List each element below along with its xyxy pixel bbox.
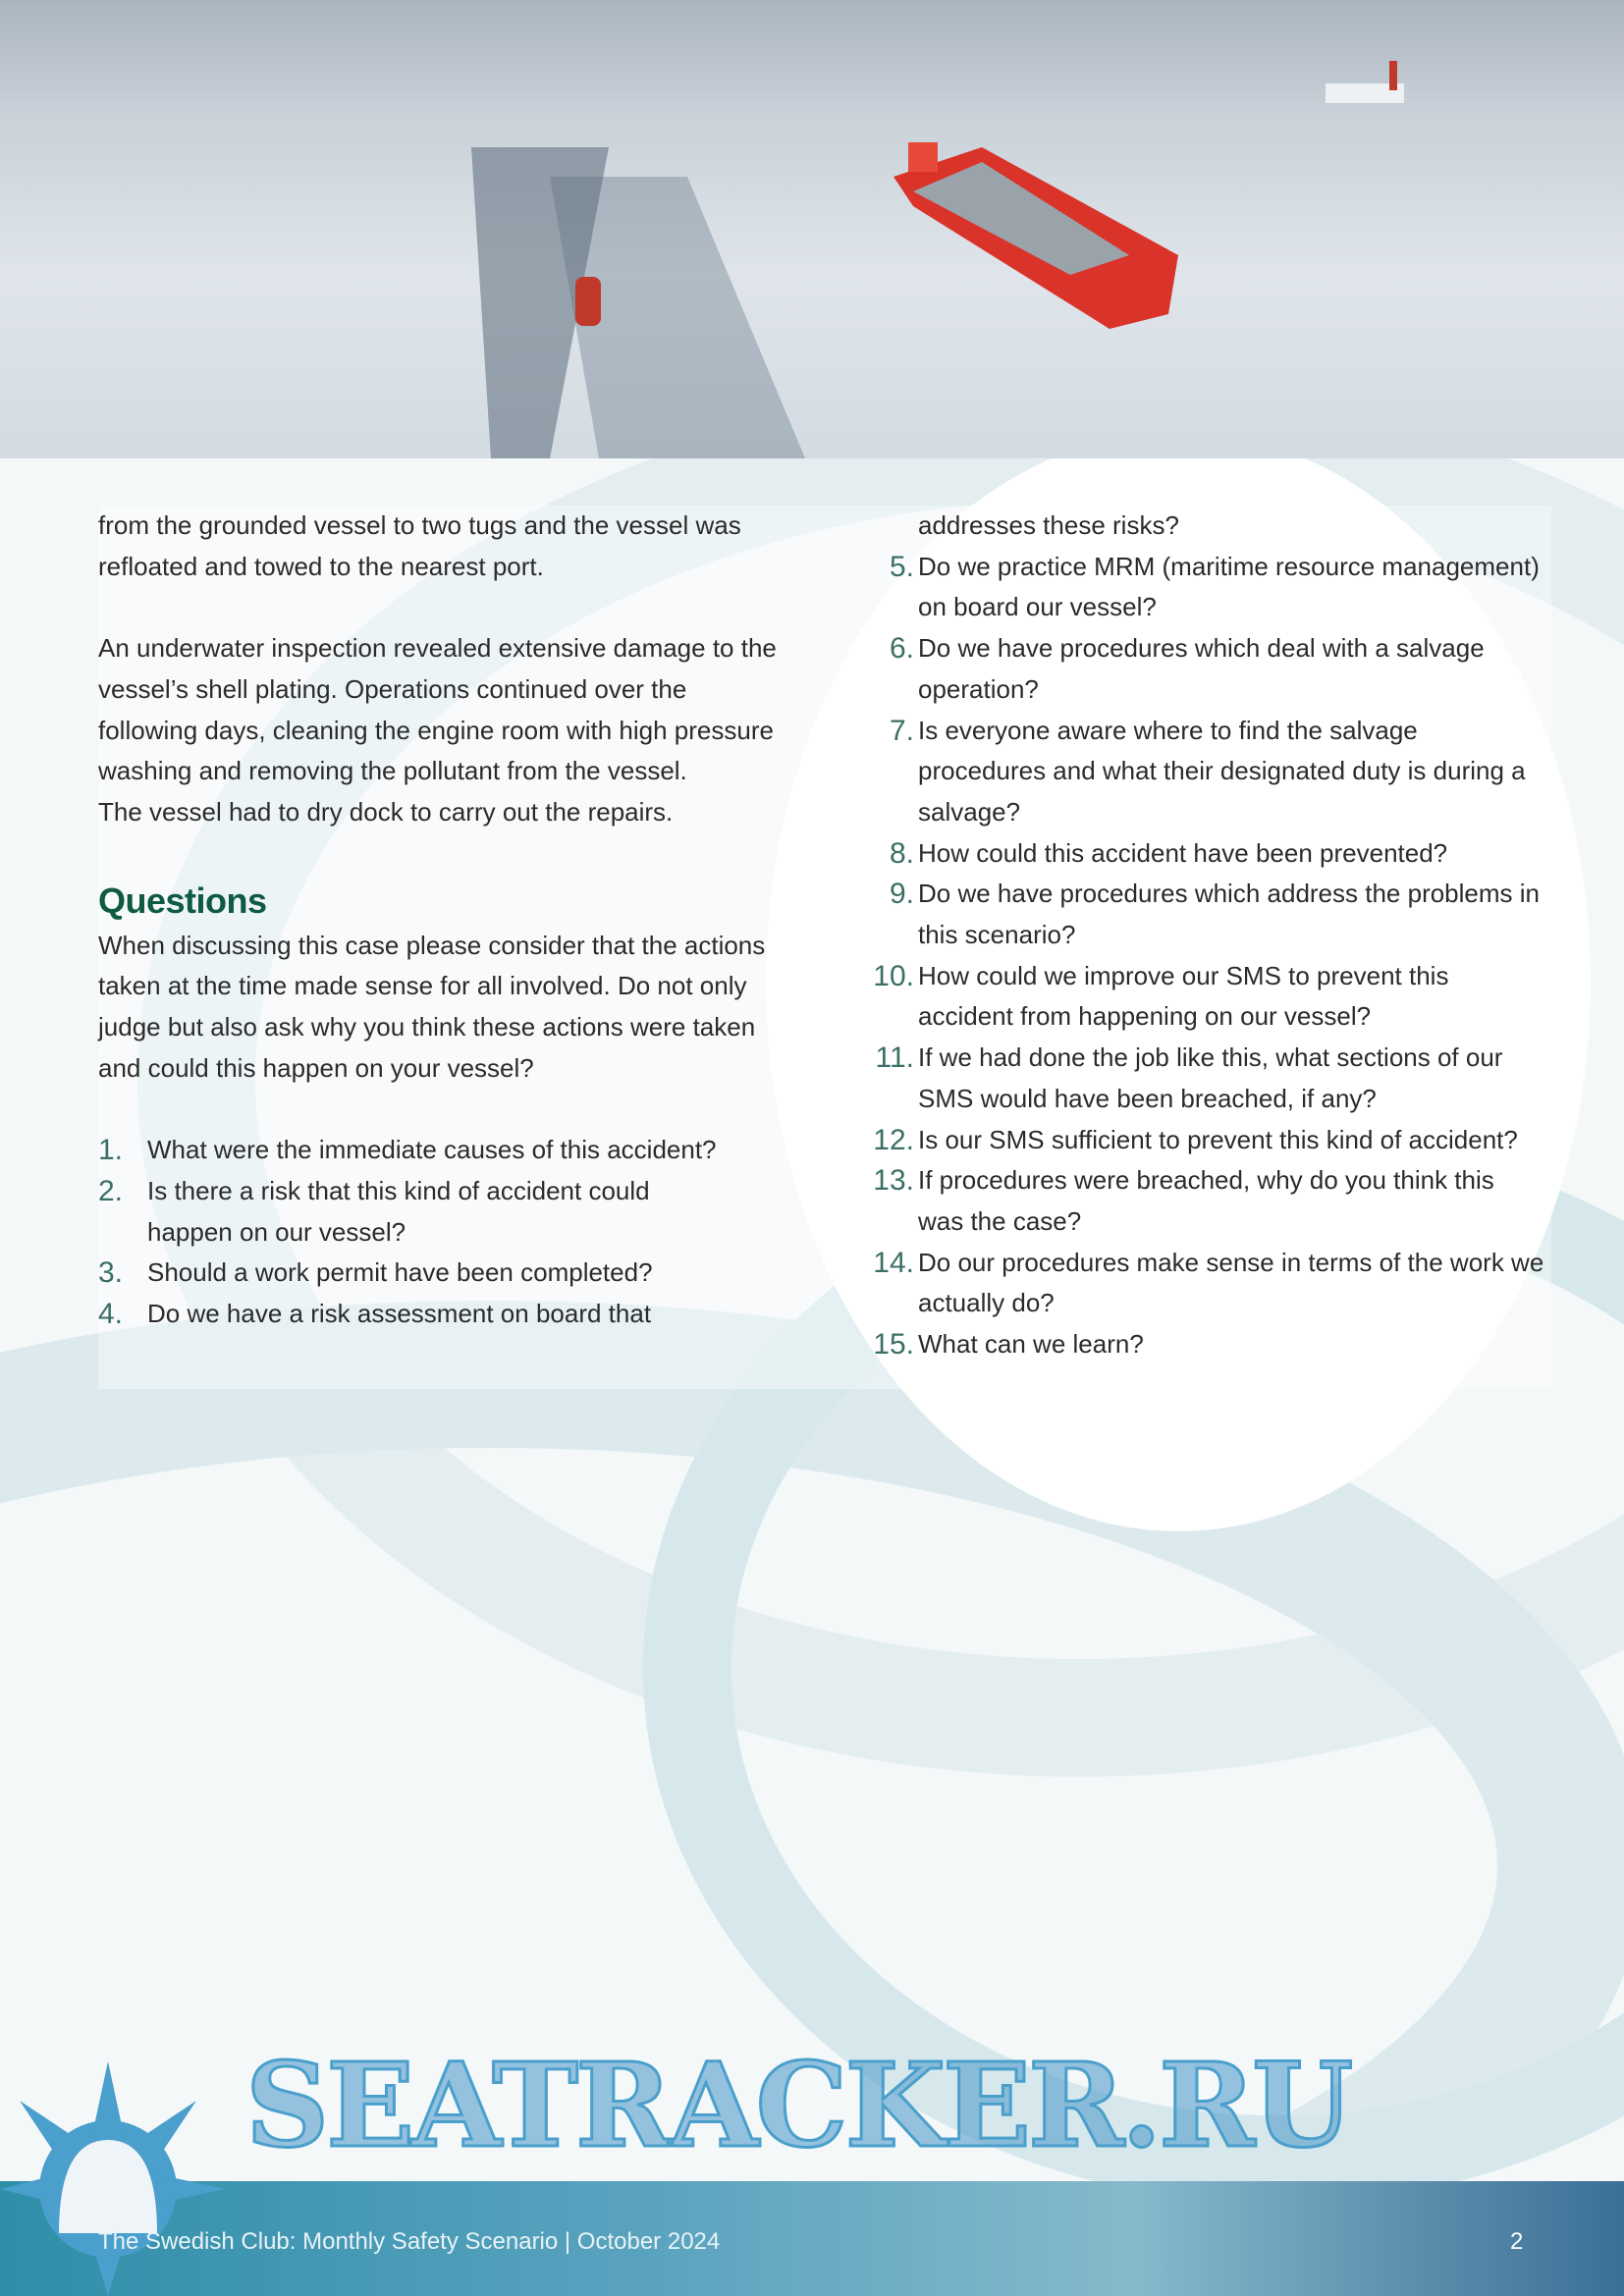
question-text: Is our SMS sufficient to prevent this kind of accident? [918, 1124, 1518, 1154]
question-item [864, 1120, 1551, 1161]
question-text: What can we learn? [918, 1329, 1144, 1360]
hero-photo-icebreaker-and-cargo-ship [0, 0, 1624, 458]
question-number: 14. [873, 1246, 914, 1279]
questions-intro: When discussing this case please consider that the actions taken at the time made sense for all involved. Do not only judge but also ask why you think these actions were taken and could this happen on your vessel? [98, 930, 766, 1083]
watermark: SEATRACKER.RU [245, 2037, 1351, 2173]
question-item [864, 1160, 1551, 1242]
question-number: 8. [889, 836, 914, 870]
question-number: 13. [873, 1164, 914, 1198]
question-text: Do our procedures make sense in terms of the work we actually do? [918, 1247, 1544, 1318]
question-number: 5. [889, 550, 914, 583]
questions-heading: Questions [98, 880, 267, 921]
question-number: 1. [98, 1134, 124, 1167]
question-item [98, 1294, 785, 1335]
question-number: 4. [98, 1297, 124, 1330]
question-item [864, 711, 1551, 833]
question-text: addresses these risks? [918, 510, 1179, 540]
footer-title: The Swedish Club: Monthly Safety Scenario | October 2024 [98, 2228, 721, 2255]
body-paragraph: The vessel had to dry dock to carry out the repairs. [98, 796, 674, 827]
question-text: Do we practice MRM (maritime resource management) on board our vessel? [918, 551, 1540, 622]
body-paragraph: from the grounded vessel to two tugs and the vessel was refloated and towed to the nearest port. [98, 510, 741, 581]
body-paragraph: An underwater inspection revealed extensive damage to the vessel’s shell plating. Operations continued over the following days, cleaning the engine room with high pressure washing and removing the pollutant from the vessel. [98, 633, 777, 786]
question-text: Should a work permit have been completed? [147, 1257, 653, 1288]
question-number: 15. [873, 1328, 914, 1362]
question-item [864, 833, 1551, 875]
question-text: If we had done the job like this, what sections of our SMS would have been breached, if any? [918, 1042, 1503, 1113]
question-item [98, 1171, 785, 1253]
question-number [864, 506, 918, 547]
question-item [864, 506, 1551, 547]
question-item [864, 956, 1551, 1038]
left-column [98, 506, 785, 1335]
question-number: 6. [889, 632, 914, 666]
question-item [864, 1243, 1551, 1324]
question-number: 7. [889, 714, 914, 747]
question-text: What were the immediate causes of this accident? [147, 1135, 717, 1165]
question-item [864, 547, 1551, 628]
question-text: Do we have a risk assessment on board that [147, 1298, 652, 1328]
question-item [864, 1324, 1551, 1365]
page-number: 2 [1510, 2228, 1524, 2255]
question-number: 3. [98, 1256, 124, 1290]
question-item [864, 874, 1551, 955]
question-text: How could this accident have been prevented? [918, 837, 1448, 868]
question-text: Do we have procedures which deal with a salvage operation? [918, 633, 1485, 704]
question-number: 12. [873, 1123, 914, 1156]
question-item [98, 1253, 785, 1294]
sun-logo-icon [0, 2061, 236, 2296]
question-number: 2. [98, 1174, 124, 1207]
right-column [864, 506, 1551, 1365]
question-text: How could we improve our SMS to prevent this accident from happening on our vessel? [918, 960, 1449, 1032]
question-text: If procedures were breached, why do you think this was the case? [918, 1165, 1494, 1236]
question-text: Is everyone aware where to find the salvage procedures and what their designated duty is during a salvage? [918, 715, 1526, 827]
question-text: Is there a risk that this kind of accident could happen on our vessel? [147, 1175, 650, 1247]
question-number: 9. [889, 878, 914, 911]
question-number: 11. [875, 1041, 914, 1075]
question-number: 10. [873, 959, 914, 992]
question-item [98, 1130, 785, 1171]
question-item [864, 1038, 1551, 1119]
question-item [864, 628, 1551, 710]
question-text: Do we have procedures which address the problems in this scenario? [918, 879, 1541, 950]
